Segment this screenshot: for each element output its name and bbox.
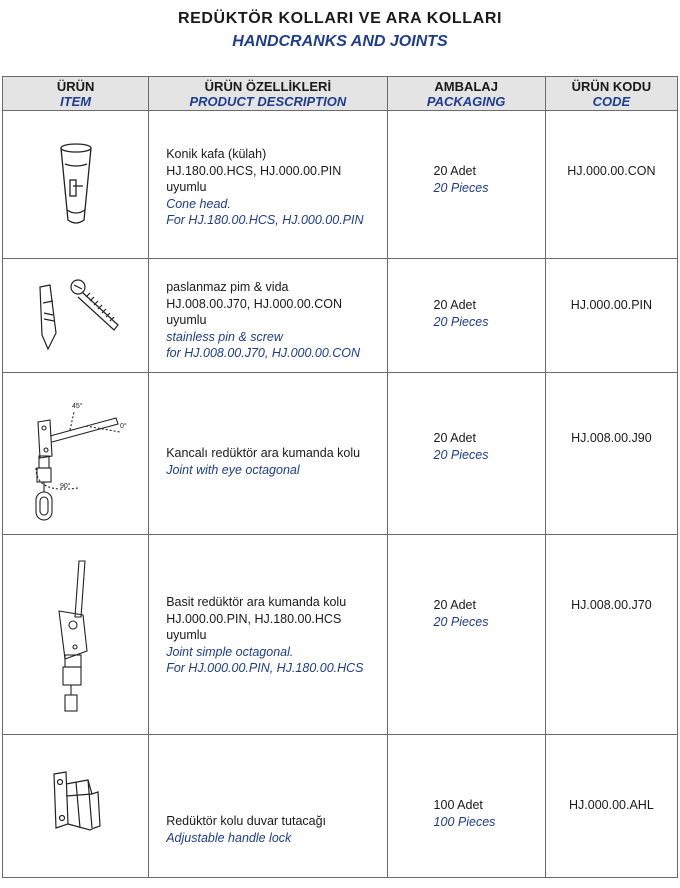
joint-simple-image [3,535,149,735]
header-description: ÜRÜN ÖZELLİKLERİ PRODUCT DESCRIPTION [149,77,387,111]
row-4-description: Basit redüktör ara kumanda kolu HJ.000.00.PIN, HJ.180.00.HCS uyumlu Joint simple octagonal. For HJ.000.00.PIN, HJ.180.00.HCS [149,535,387,735]
pin-screw-image [3,259,149,373]
row-5-packaging: 100 Adet 100 Pieces [387,735,545,878]
table-row [3,259,678,373]
row-3-code: HJ.008.00.J90 [545,373,677,535]
header-item: ÜRÜN ITEM [3,77,149,111]
row-2-packaging: 20 Adet 20 Pieces [387,259,545,373]
row-5-description: Redüktör kolu duvar tutacağı Adjustable handle lock [149,735,387,878]
row-2-code: HJ.000.00.PIN [545,259,677,373]
row-1-code: HJ.000.00.CON [545,111,677,259]
table-row [3,373,678,535]
table-header-row [3,77,678,111]
row-4-code: HJ.008.00.J70 [545,535,677,735]
row-1-packaging: 20 Adet 20 Pieces [387,111,545,259]
table-row [3,111,678,259]
row-1-description: Konik kafa (külah) HJ.180.00.HCS, HJ.000.00.PIN uyumlu Cone head. For HJ.180.00.HCS, HJ.000.00.PIN [149,111,387,259]
row-3-packaging: 20 Adet 20 Pieces [387,373,545,535]
wall-holder-image [3,735,149,878]
cone-head-image [3,111,149,259]
angle-label: 45° [71,402,83,410]
row-5-code: HJ.000.00.AHL [545,735,677,878]
product-table [2,76,678,878]
page-subtitle: HANDCRANKS AND JOINTS [232,33,448,50]
row-4-packaging: 20 Adet 20 Pieces [387,535,545,735]
row-3-description: Kancalı redüktör ara kumanda kolu Joint with eye octagonal [149,373,387,535]
header-packaging: AMBALAJ PACKAGING [387,77,545,111]
header-code: ÜRÜN KODU CODE [545,77,677,111]
angle-label: 0° [119,422,127,430]
table-row [3,535,678,735]
table-row [3,735,678,878]
angle-label: 90° [59,482,71,490]
page-title: REDÜKTÖR KOLLARI VE ARA KOLLARI [177,10,503,27]
joint-eye-image [3,373,149,535]
row-2-description: paslanmaz pim & vida HJ.008.00.J70, HJ.000.00.CON uyumlu stainless pin & screw for HJ.008.00.J70, HJ.000.00.CON [149,259,387,373]
